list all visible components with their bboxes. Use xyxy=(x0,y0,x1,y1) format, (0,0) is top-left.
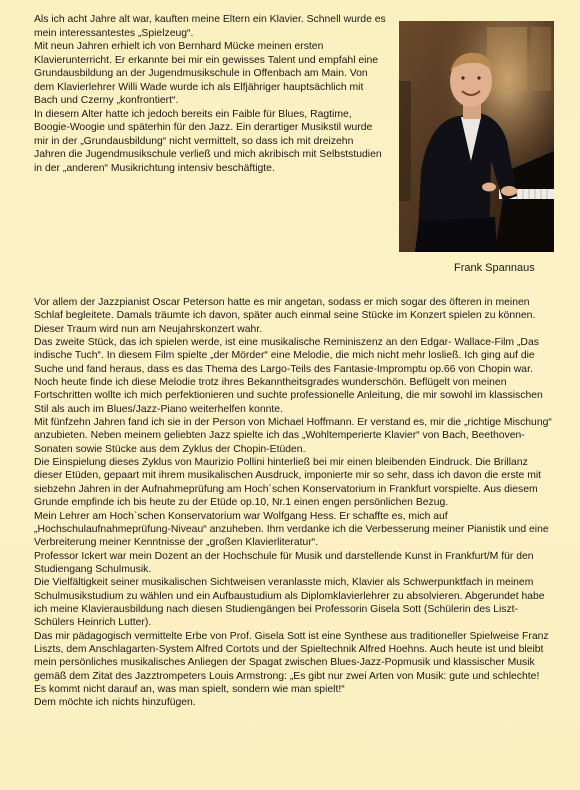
body-paragraph: Vor allem der Jazzpianist Oscar Peterson hatte es mir angetan, sodass er mich sogar des öfteren in meinen Schlaf begleitete. Damals träumte ich davon, später auch einmal seine Stücke im Konzert spielen zu können. Dieser Traum wird nun am Neujahrskonzert wahr. xyxy=(34,297,536,335)
pianist-photo xyxy=(399,21,554,252)
biography-text xyxy=(34,296,554,710)
body-paragraph: Mein Lehrer am Hoch`schen Konservatorium war Wolfgang Hess. Er schaffte es, mich auf „Hochschulaufnahmeprüfung-Niveau“ anzuheben. Ihm verdanke ich die Verbesserung meiner Pianistik und eine Verbreiterung meiner Kenntnisse der „großen Klavierliteratur“. xyxy=(34,510,549,549)
pianist-photo-illustration xyxy=(399,21,554,252)
body-paragraph: Dem möchte ich nichts hinzufügen. xyxy=(34,697,196,709)
intro-paragraph: In diesem Alter hatte ich jedoch bereits ein Faible für Blues, Ragtime, Boogie-Woogie und späterhin für den Jazz. Ein derartiger Musikstil wurde mir in der „Grundausbildung“ nicht vermittelt, so dass ich mit dreizehn Jahren die Jugendmusikschule verließ und mich akribisch mit Selbststudien in der „anderen“ Musikrichtung intensiv beschäftigte. xyxy=(34,108,382,174)
intro-paragraph: Mit neun Jahren erhielt ich von Bernhard Mücke meinen ersten Klavierunterricht. Er erkannte bei mir ein gewisses Talent und empfahl eine Grundausbildung an der Jugendmusikschule in Offenbach am Main. Von dem Klavierlehrer Willi Wade wurde ich als Elfjähriger hauptsächlich mit Bach und Czerny „konfrontiert“. xyxy=(34,41,379,106)
intro-text xyxy=(34,13,386,175)
body-paragraph: Das mir pädagogisch vermittelte Erbe von Prof. Gisela Sott ist eine Synthese aus traditioneller Spielweise Franz Liszts, dem Anschlagarten-System Alfred Cortots und der Spieltechnik Alfred Hoehns. Auch heute ist und bleibt mein persönliches musikalisches Anliegen der Spagat zwischen Blues-Jazz-Popmusik und klassischer Musik gemäß dem Zitat des Jazztrompeters Louis Armstrong: „Es gibt nur zwei Arten von Musik: gute und schlechte! Es kommt nicht darauf an, was man spielt, sondern wie man spielt!“ xyxy=(34,630,549,695)
body-paragraph: Das zweite Stück, das ich spielen werde, ist eine musikalische Reminiszenz an den Edgar- Wallace-Film „Das indische Tuch“. In diesem Film spielte „der Mörder“ eine Melodie, die mich nicht mehr losließ. Ich ging auf die Suche und fand heraus, dass es das Thema des Largo-Teils des Fantasie-Impromptu op.66 von Chopin war. Noch heute finde ich diese Melodie trotz ihres Bekanntheitsgrades wunderschön. Beflügelt von meinen Fortschritten wollte ich mich perfektionieren und suchte professionelle Anleitung, die mir sowohl im klassischen Stil als auch im Blues/Jazz-Piano weiterhelfen konnte. xyxy=(34,337,543,415)
body-paragraph: Professor Ickert war mein Dozent an der Hochschule für Musik und darstellende Kunst in Frankfurt/M für den Studiengang Schulmusik. xyxy=(34,550,534,575)
body-paragraph: Mit fünfzehn Jahren fand ich sie in der Person von Michael Hoffmann. Er verstand es, mir die „richtige Mischung“ anzubieten. Neben meinem geliebten Jazz spielte ich das „Wohltemperierte Klavier“ von Bach, Beethoven-Sonaten sowie Stücke aus dem Zyklus der Chopin-Etüden. xyxy=(34,417,552,455)
intro-paragraph: Als ich acht Jahre alt war, kauften meine Eltern ein Klavier. Schnell wurde es mein interessantestes „Spielzeug“. xyxy=(34,14,386,39)
body-paragraph: Die Einspielung dieses Zyklus von Maurizio Pollini hinterließ bei mir einen bleibenden Eindruck. Die Brillanz dieser Etüden, gepaart mit ihrem musikalischen Ausdruck, imponierte mir so sehr, dass ich davon die erste mit siebzehn Jahren in der Aufnahmeprüfung am Hoch´schen Konservatorium in Frankfurt vorspielte. Aus diesem Grunde empfinde ich bis heute zu der Etüde op.10, Nr.1 einen engen persönlichen Bezug. xyxy=(34,457,542,509)
body-paragraph: Die Vielfältigkeit seiner musikalischen Sichtweisen veranlasste mich, Klavier als Schwerpunktfach in meinem Schulmusikstudium zu wählen und ein Aufbaustudium als Diplomklavierlehrer zu absolvieren. Abgerundet habe ich meine Klavierausbildung nach diesen Studiengängen bei Professorin Gisela Sott (Schülerin des Liszt-Schülers Heinrich Lutter). xyxy=(34,577,545,629)
photo-caption: Frank Spannaus xyxy=(454,262,535,274)
